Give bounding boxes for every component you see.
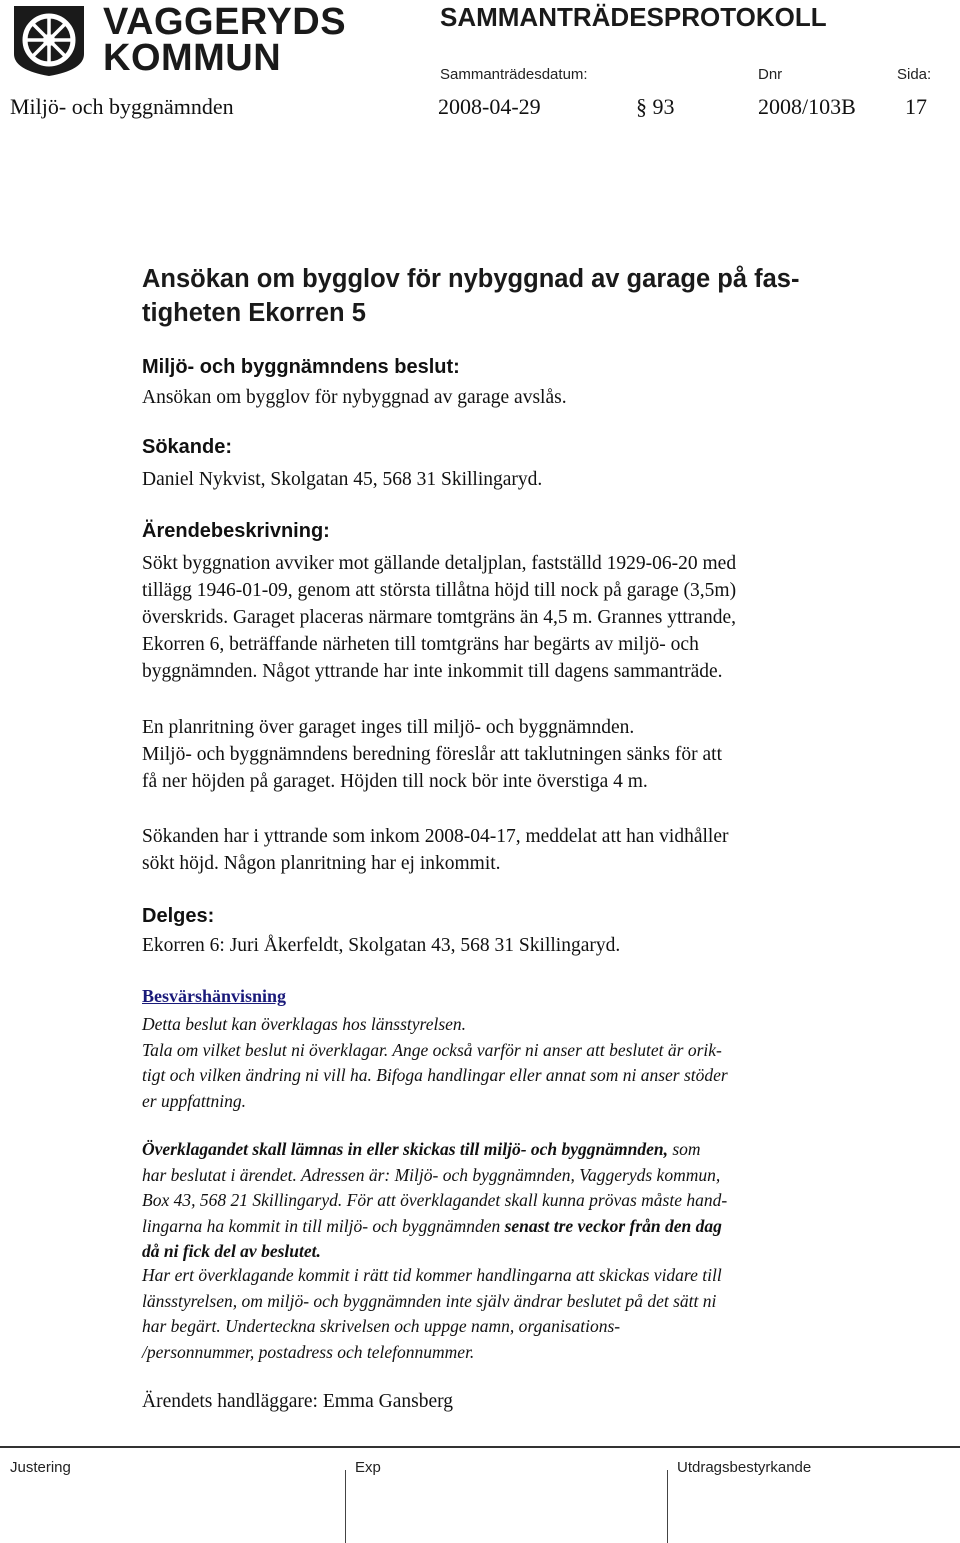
case-handler: Ärendets handläggare: Emma Gansberg <box>142 1391 453 1412</box>
paragraph-number: § 93 <box>636 94 675 119</box>
notify-heading: Delges: <box>142 905 215 927</box>
footer-utdragsbestyrkande: Utdragsbestyrkande <box>677 1459 812 1476</box>
case-number: 2008/103B <box>758 94 856 119</box>
page-label: Sida: <box>897 66 932 83</box>
footer-exp: Exp <box>355 1459 381 1476</box>
appeal-paragraph-2: Överklagandet skall lämnas in eller skickas till miljö- och byggnämnden, som har beslutat i ärendet. Adressen är: Miljö- och byggnämnden, Vaggeryds kommun, Box 43, 568 21 Skillingaryd. För att överklagandet skall kunna prövas måste hand- lingarna ha kommit in till miljö- och byggnämnden senast tre veckor från den dag då ni fick del av beslutet. <box>142 1139 728 1261</box>
committee-name: Miljö- och byggnämnden <box>10 94 234 119</box>
decision-heading: Miljö- och byggnämndens beslut: <box>142 356 460 378</box>
page-number: 17 <box>905 94 927 119</box>
wheel-crest-icon <box>10 4 88 78</box>
page-title: Ansökan om bygglov för nybyggnad av garage på fas- tigheten Ekorren 5 <box>142 265 800 327</box>
document-type: SAMMANTRÄDESPROTOKOLL <box>440 2 827 32</box>
applicant-heading: Sökande: <box>142 436 233 458</box>
logo-wordmark: VAGGERYDS KOMMUN <box>103 1 347 79</box>
appeal-paragraph-3: Har ert överklagande kommit i rätt tid kommer handlingarna att skickas vidare till länsstyrelsen, om miljö- och byggnämnden inte själv ändrar beslutet på det sätt ni har begärt. Underteckna skrivelsen och uppge namn, organisations- /personnummer, postadress och telefonnummer. <box>142 1265 722 1362</box>
description-paragraph-1: Sökt byggnation avviker mot gällande detaljplan, fastställd 1929-06-20 med tillägg 1946-01-09, genom att största tillåtna höjd till nock på garage (3,5m) överskrids. Garaget placeras närmare tomtgräns än 4,5 m. Grannes yttrande, Ekorren 6, beträffande närheten till tomtgräns har begärts av miljö- och byggnämnden. Något yttrande har inte inkommit till dagens sammanträde. <box>142 553 737 682</box>
appeal-heading: Besvärshänvisning <box>142 986 287 1006</box>
description-paragraph-3: Sökanden har i yttrande som inkom 2008-04-17, meddelat att han vidhåller sökt höjd. Någon planritning har ej inkommit. <box>142 826 729 874</box>
meeting-date: 2008-04-29 <box>438 94 541 119</box>
footer-justering: Justering <box>10 1459 71 1476</box>
decision-text: Ansökan om bygglov för nybyggnad av garage avslås. <box>142 387 567 408</box>
footer-signature-line <box>345 1470 346 1543</box>
applicant-text: Daniel Nykvist, Skolgatan 45, 568 31 Skillingaryd. <box>142 469 543 490</box>
municipality-logo <box>10 1 347 79</box>
footer-divider <box>0 1446 960 1448</box>
meeting-date-label: Sammanträdesdatum: <box>440 66 588 83</box>
description-heading: Ärendebeskrivning: <box>142 520 330 542</box>
footer-signature-line <box>667 1470 668 1543</box>
description-paragraph-2: En planritning över garaget inges till miljö- och byggnämnden. Miljö- och byggnämndens beredning föreslår att taklutningen sänks för att få ner höjden på garaget. Höjden till nock bör inte överstiga 4 m. <box>142 717 722 792</box>
appeal-paragraph-1: Detta beslut kan överklagas hos länsstyrelsen. Tala om vilket beslut ni överklagar. Ange också varför ni anser att beslutet är orik- tigt och vilken ändring ni vill ha. Bifoga handlingar eller annat som ni anser stöder er uppfattning. <box>142 1014 728 1111</box>
dnr-label: Dnr <box>758 66 783 83</box>
notify-text: Ekorren 6: Juri Åkerfeldt, Skolgatan 43, 568 31 Skillingaryd. <box>142 935 621 956</box>
